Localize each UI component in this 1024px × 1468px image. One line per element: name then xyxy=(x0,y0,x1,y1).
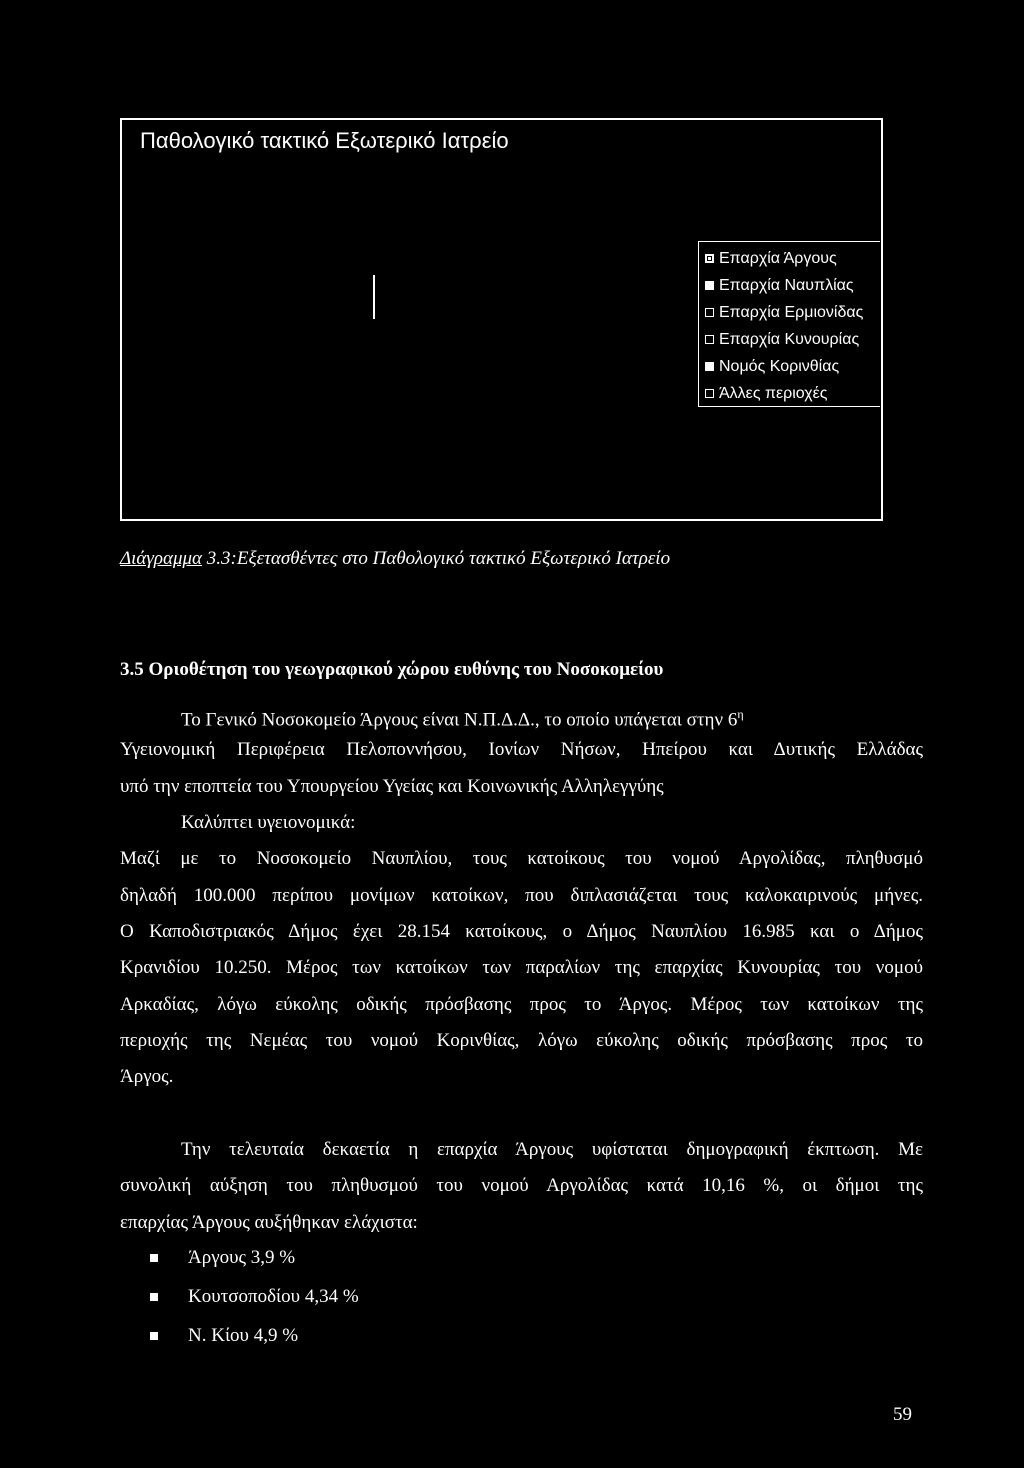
paragraph-3-line-3: επαρχίας Άργους αυξήθηκαν ελάχιστα: xyxy=(120,1212,418,1233)
paragraph-2-line-1: Καλύπτει υγειονομικά: xyxy=(181,812,356,833)
chart-mark xyxy=(373,275,375,319)
paragraph-1-line-3: υπό την εποπτεία του Υπουργείου Υγείας και Κοινωνικής Αλληλεγγύης xyxy=(120,776,664,797)
paragraph-2-line-2: Μαζί με το Νοσοκομείο Ναυπλίου, τους κατοίκους του νομού Αργολίδας, πληθυσμό xyxy=(120,848,923,869)
paragraph-2-line-4: Ο Καποδιστριακός Δήμος έχει 28.154 κατοίκους, ο Δήμος Ναυπλίου 16.985 και ο Δήμος xyxy=(120,921,923,942)
chart-title: Παθολογικό τακτικό Εξωτερικό Ιατρείο xyxy=(140,128,509,153)
legend-label: Νομός Κορινθίας xyxy=(719,357,840,375)
caption-text: 3.3:Εξετασθέντες στο Παθολογικό τακτικό Εξωτερικό Ιατρείο xyxy=(202,548,671,569)
legend-swatch-hatched-icon xyxy=(705,254,714,263)
legend-label: Επαρχία Ερμιονίδας xyxy=(719,303,864,321)
section-heading: 3.5 Οριοθέτηση του γεωγραφικού χώρου ευθύνης του Νοσοκομείου xyxy=(120,659,664,680)
list-item-text: Ν. Κίου 4,9 % xyxy=(188,1325,299,1346)
legend-swatch-filled-icon xyxy=(705,362,714,371)
legend-item xyxy=(705,353,880,380)
paragraph-2-line-7: περιοχής της Νεμέας του νομού Κορινθίας, λόγω εύκολης οδικής πρόσβασης προς το xyxy=(120,1030,923,1051)
bullet-icon xyxy=(150,1332,158,1340)
bullet-icon xyxy=(150,1293,158,1301)
list-item xyxy=(150,1247,359,1286)
paragraph-2-line-5: Κρανιδίου 10.250. Μέρος των κατοίκων των παραλίων της επαρχίας Κυνουρίας του νομού xyxy=(120,957,923,978)
paragraph-3-line-2: συνολική αύξηση του πληθυσμού του νομού Αργολίδας κατά 10,16 %, οι δήμοι της xyxy=(120,1175,923,1196)
legend-item xyxy=(705,326,880,353)
bullet-list xyxy=(150,1247,359,1364)
chart-legend xyxy=(698,241,880,407)
legend-label: Άλλες περιοχές xyxy=(719,384,828,402)
legend-item xyxy=(705,245,880,272)
legend-label: Επαρχία Άργους xyxy=(719,249,837,267)
legend-item xyxy=(705,299,880,326)
paragraph-1-line-1 xyxy=(181,703,744,731)
list-item xyxy=(150,1325,359,1364)
paragraph-1-line-2: Υγειονομική Περιφέρεια Πελοποννήσου, Ιονίων Νήσων, Ηπείρου και Δυτικής Ελλάδας xyxy=(120,739,923,760)
paragraph-2-line-8: Άργος. xyxy=(120,1066,174,1087)
paragraph-2-line-6: Αρκαδίας, λόγω εύκολης οδικής πρόσβασης προς το Άργος. Μέρος των κατοίκων της xyxy=(120,994,923,1015)
legend-item xyxy=(705,272,880,299)
legend-item xyxy=(705,380,880,407)
legend-swatch-hollow-icon xyxy=(705,389,714,398)
figure-caption xyxy=(120,548,670,570)
list-item xyxy=(150,1286,359,1325)
legend-swatch-hollow-icon xyxy=(705,335,714,344)
legend-swatch-filled-icon xyxy=(705,281,714,290)
list-item-text: Κουτσοποδίου 4,34 % xyxy=(188,1286,359,1307)
bullet-icon xyxy=(150,1254,158,1262)
legend-swatch-hollow-icon xyxy=(705,308,714,317)
paragraph-3-line-1: Την τελευταία δεκαετία η επαρχία Άργους υφίσταται δημογραφική έκπτωση. Με xyxy=(181,1139,923,1160)
superscript: η xyxy=(737,707,744,721)
legend-label: Επαρχία Κυνουρίας xyxy=(719,330,860,348)
caption-label: Διάγραμμα xyxy=(120,548,203,569)
page-number: 59 xyxy=(893,1404,912,1425)
chart-frame xyxy=(120,118,883,521)
legend-label: Επαρχία Ναυπλίας xyxy=(719,276,854,294)
list-item-text: Άργους 3,9 % xyxy=(188,1247,296,1268)
paragraph-text: Το Γενικό Νοσοκομείο Άργους είναι Ν.Π.Δ.Δ., το οποίο υπάγεται στην 6 xyxy=(181,709,738,731)
paragraph-2-line-3: δηλαδή 100.000 περίπου μονίμων κατοίκων, που διπλασιάζεται τους καλοκαιρινούς μήνες. xyxy=(120,885,923,906)
